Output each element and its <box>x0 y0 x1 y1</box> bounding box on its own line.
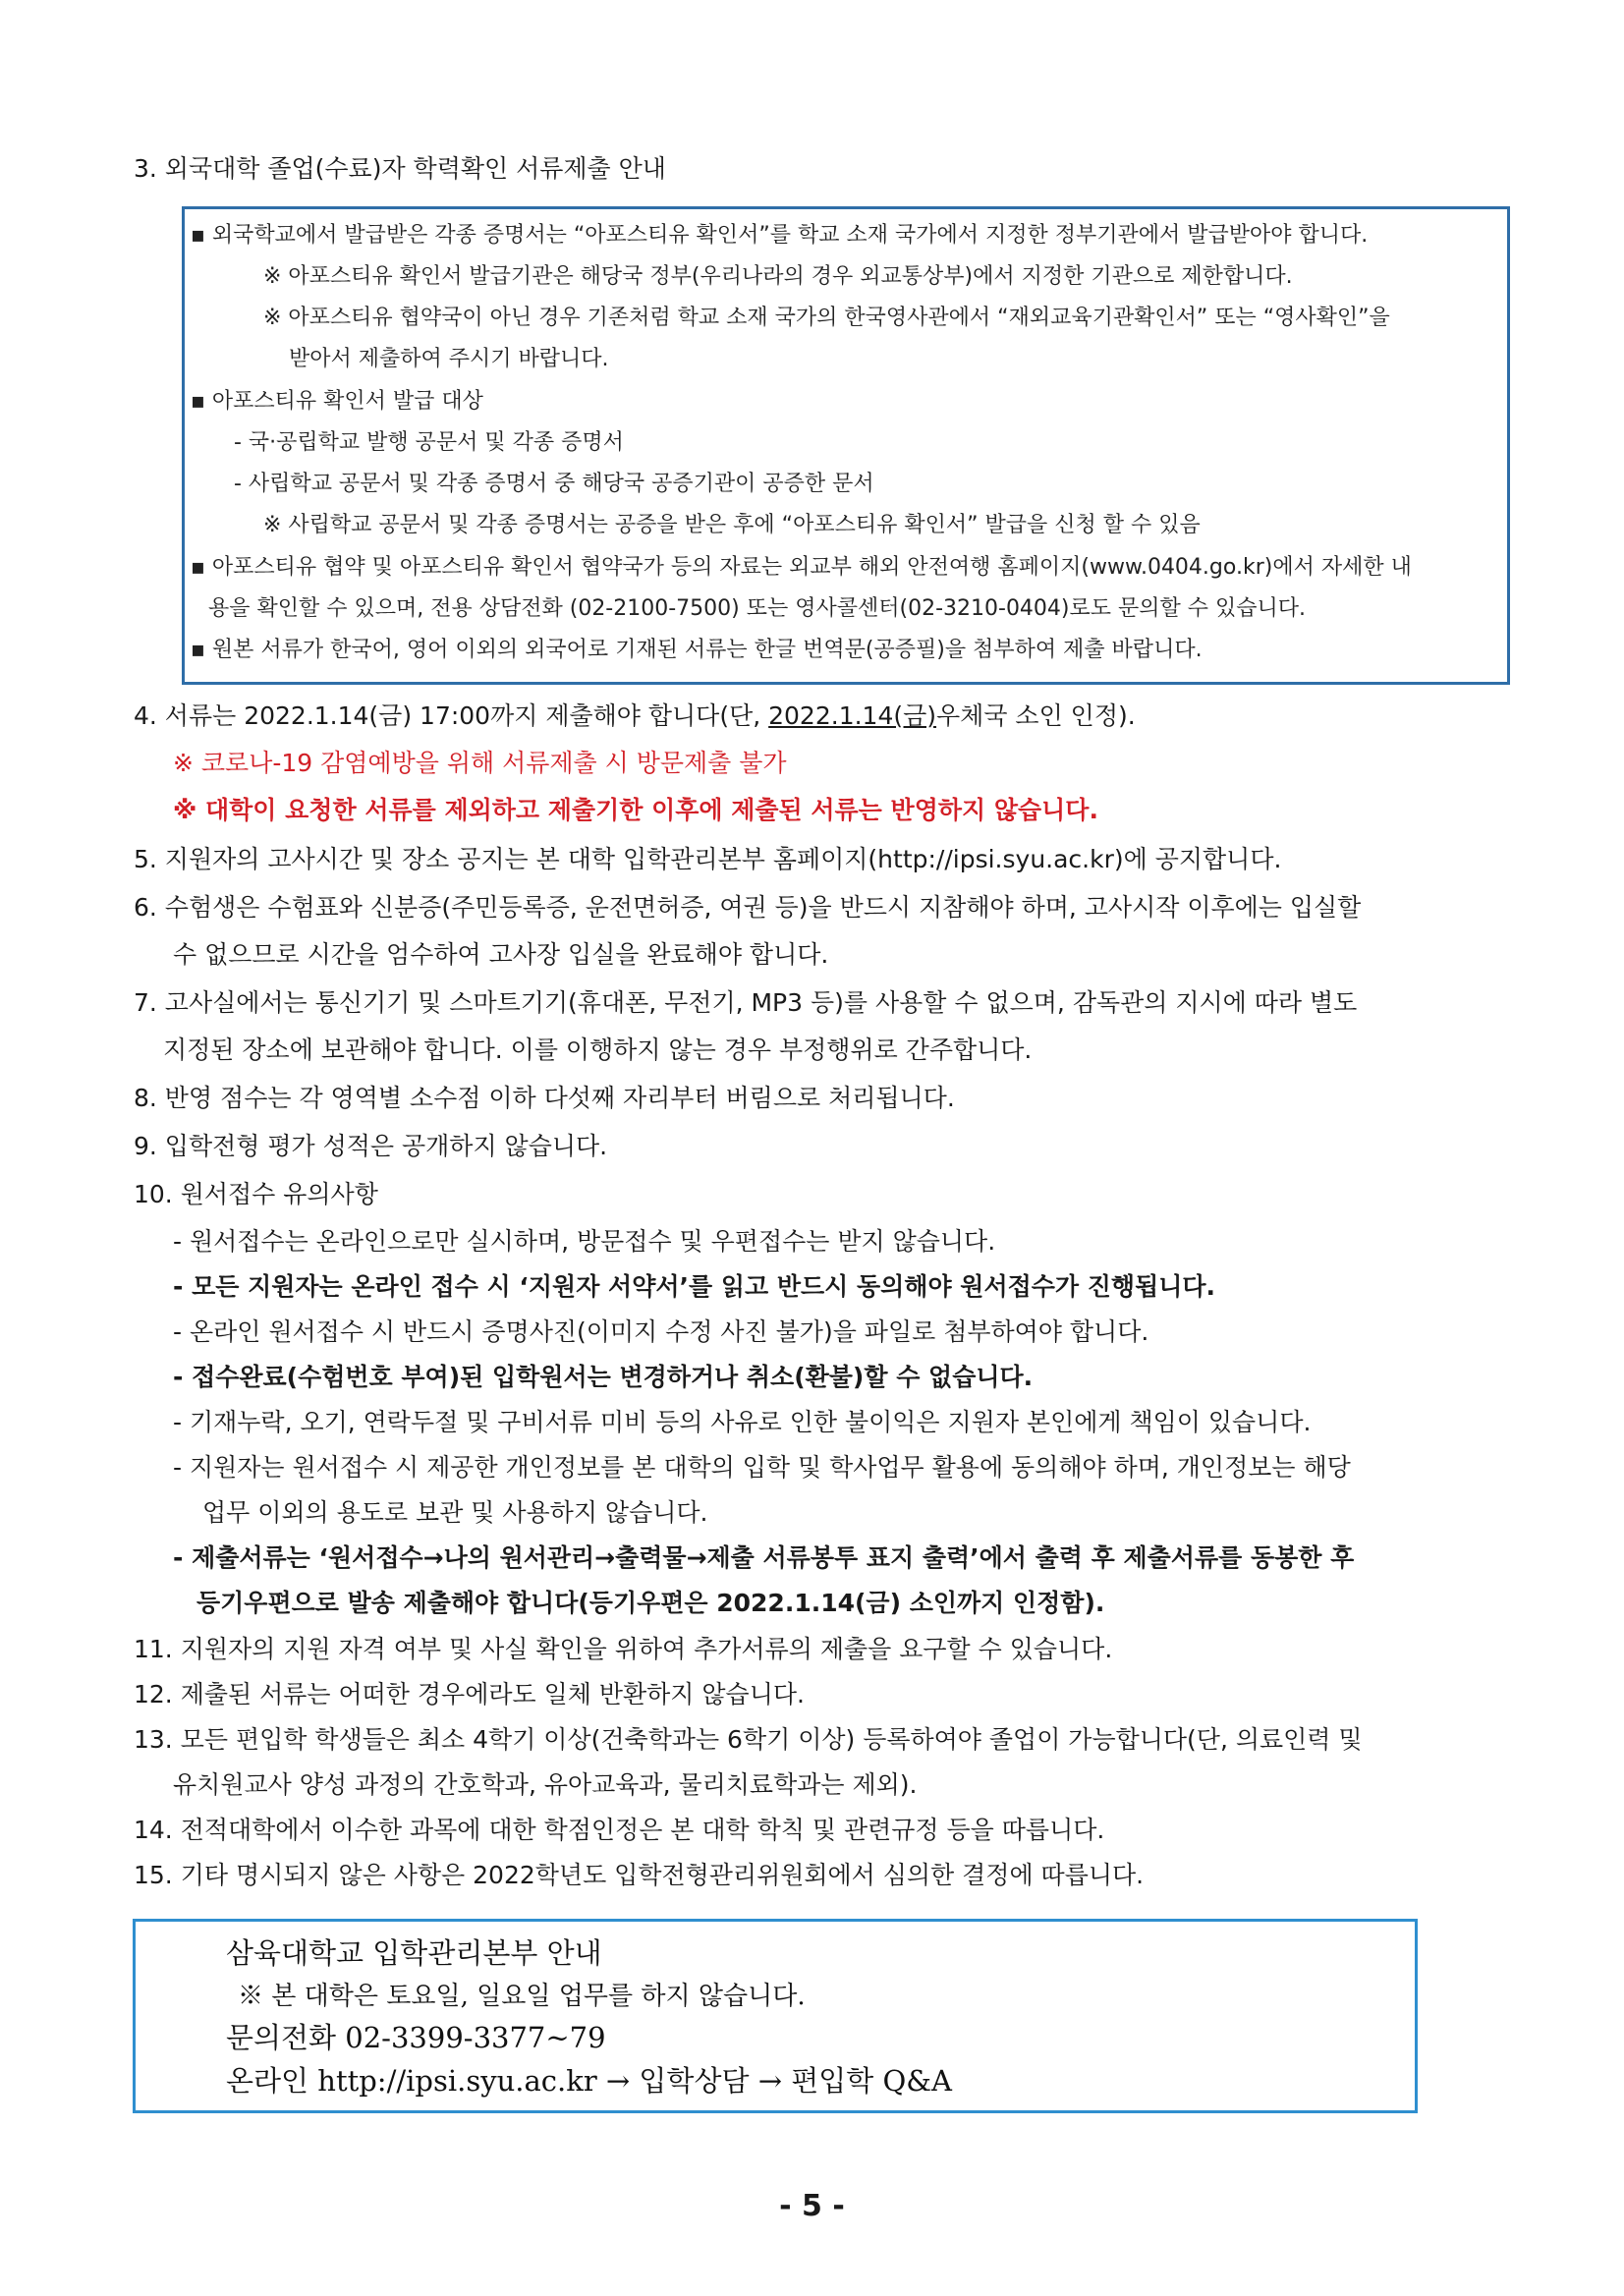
item-10-sub-bold: - 모든 지원자는 온라인 접수 시 ‘지원자 서약서’를 읽고 반드시 동의해야 원서접수가 진행됩니다. <box>173 1272 1216 1301</box>
item-12: 12. 제출된 서류는 어떠한 경우에라도 일체 반환하지 않습니다. <box>134 1680 805 1708</box>
contact-online: 온라인 http://ipsi.syu.ac.kr → 입학상담 → 편입학 Q&A <box>226 2064 953 2098</box>
item-7-cont: 지정된 장소에 보관해야 합니다. 이를 이행하지 않는 경우 부정행위로 간주합니다. <box>163 1036 1033 1064</box>
item-10-sub-bold: - 제출서류는 ‘원서접수→나의 원서관리→출력물→제출 서류봉투 표지 출력’에서 출력 후 제출서류를 동봉한 후 <box>173 1543 1355 1572</box>
contact-phone: 문의전화 02-3399-3377~79 <box>226 2021 606 2054</box>
item-10: 10. 원서접수 유의사항 <box>134 1180 378 1208</box>
item-10-sub-bold-cont: 등기우편으로 발송 제출해야 합니다(등기우편은 2022.1.14(금) 소인까지 인정함). <box>196 1589 1105 1617</box>
item-10-sub: - 지원자는 원서접수 시 제공한 개인정보를 본 대학의 입학 및 학사업무 활용에 동의해야 하며, 개인정보는 해당 <box>173 1453 1351 1482</box>
box-line: - 사립학교 공문서 및 각종 증명서 중 해당국 공증기관이 공증한 문서 <box>234 472 874 496</box>
item-4-note-covid: ※ 코로나-19 감염예방을 위해 서류제출 시 방문제출 불가 <box>173 749 787 777</box>
contact-title: 삼육대학교 입학관리본부 안내 <box>226 1936 602 1970</box>
item-4-prefix: 4. 서류는 2022.1.14(금) 17:00까지 제출해야 합니다(단, <box>134 701 769 730</box>
section-3-heading: 3. 외국대학 졸업(수료)자 학력확인 서류제출 안내 <box>134 154 666 183</box>
item-6: 6. 수험생은 수험표와 신분증(주민등록증, 운전면허증, 여권 등)을 반드시 지참해야 하며, 고사시작 이후에는 입실할 <box>134 893 1362 922</box>
item-8: 8. 반영 점수는 각 영역별 소수점 이하 다섯째 자리부터 버림으로 처리됩니다. <box>134 1084 955 1112</box>
box-line: ※ 사립학교 공문서 및 각종 증명서는 공증을 받은 후에 “아포스티유 확인서” 발급을 신청 할 수 있음 <box>263 513 1201 537</box>
box-line: ▪ 아포스티유 확인서 발급 대상 <box>191 389 483 414</box>
item-10-sub: - 온라인 원서접수 시 반드시 증명사진(이미지 수정 사진 불가)을 파일로 첨부하여야 합니다. <box>173 1317 1149 1346</box>
item-4 <box>134 700 1136 733</box>
item-10-sub: - 원서접수는 온라인으로만 실시하며, 방문접수 및 우편접수는 받지 않습니다. <box>173 1227 996 1256</box>
item-4-note-deadline: ※ 대학이 요청한 서류를 제외하고 제출기한 이후에 제출된 서류는 반영하지 않습니다. <box>173 796 1098 824</box>
box-line: ※ 아포스티유 확인서 발급기관은 해당국 정부(우리나라의 경우 외교통상부)에서 지정한 기관으로 제한합니다. <box>263 264 1293 289</box>
item-13-cont: 유치원교사 양성 과정의 간호학과, 유아교육과, 물리치료학과는 제외). <box>173 1770 918 1799</box>
item-13: 13. 모든 편입학 학생들은 최소 4학기 이상(건축학과는 6학기 이상) 등록하여야 졸업이 가능합니다(단, 의료인력 및 <box>134 1725 1363 1754</box>
item-10-sub-bold: - 접수완료(수험번호 부여)된 입학원서는 변경하거나 취소(환불)할 수 없습니다. <box>173 1363 1034 1391</box>
box-line: ▪ 원본 서류가 한국어, 영어 이외의 외국어로 기재된 서류는 한글 번역문(공증필)을 첨부하여 제출 바랍니다. <box>191 638 1203 662</box>
box-line: ▪ 외국학교에서 발급받은 각종 증명서는 “아포스티유 확인서”를 학교 소재 국가에서 지정한 정부기관에서 발급받아야 합니다. <box>191 223 1369 248</box>
box-line: - 국·공립학교 발행 공문서 및 각종 증명서 <box>234 430 624 455</box>
item-15: 15. 기타 명시되지 않은 사항은 2022학년도 입학전형관리위원회에서 심의한 결정에 따릅니다. <box>134 1861 1145 1889</box>
item-7: 7. 고사실에서는 통신기기 및 스마트기기(휴대폰, 무전기, MP3 등)를 사용할 수 없으며, 감독관의 지시에 따라 별도 <box>134 988 1358 1017</box>
item-9: 9. 입학전형 평가 성적은 공개하지 않습니다. <box>134 1132 608 1160</box>
apostille-info-box <box>182 206 1510 685</box>
item-11: 11. 지원자의 지원 자격 여부 및 사실 확인을 위하여 추가서류의 제출을 요구할 수 있습니다. <box>134 1635 1113 1663</box>
item-10-sub-cont: 업무 이외의 용도로 보관 및 사용하지 않습니다. <box>202 1498 708 1527</box>
item-4-suffix: 우체국 소인 인정). <box>936 701 1136 730</box>
item-14: 14. 전적대학에서 이수한 과목에 대한 학점인정은 본 대학 학칙 및 관련규정 등을 따릅니다. <box>134 1816 1105 1844</box>
item-10-sub: - 기재누락, 오기, 연락두절 및 구비서류 미비 등의 사유로 인한 불이익은 지원자 본인에게 책임이 있습니다. <box>173 1408 1312 1436</box>
item-4-underlined-date: 2022.1.14(금) <box>768 701 937 730</box>
box-line: 받아서 제출하여 주시기 바랍니다. <box>289 347 609 371</box>
page-number: - 5 - <box>779 2189 845 2223</box>
box-line: ※ 아포스티유 협약국이 아닌 경우 기존처럼 학교 소재 국가의 한국영사관에서 “재외교육기관확인서” 또는 “영사확인”을 <box>263 306 1390 330</box>
contact-note: ※ 본 대학은 토요일, 일요일 업무를 하지 않습니다. <box>238 1982 806 2011</box>
contact-info-box <box>133 1919 1418 2113</box>
box-line: ▪ 아포스티유 협약 및 아포스티유 확인서 협약국가 등의 자료는 외교부 해외 안전여행 홈페이지(www.0404.go.kr)에서 자세한 내 <box>191 555 1412 580</box>
box-line: 용을 확인할 수 있으며, 전용 상담전화 (02-2100-7500) 또는 영사콜센터(02-3210-0404)로도 문의할 수 있습니다. <box>208 596 1307 621</box>
item-6-cont: 수 없으므로 시간을 엄수하여 고사장 입실을 완료해야 합니다. <box>173 940 829 969</box>
item-5: 5. 지원자의 고사시간 및 장소 공지는 본 대학 입학관리본부 홈페이지(http://ipsi.syu.ac.kr)에 공지합니다. <box>134 845 1282 873</box>
